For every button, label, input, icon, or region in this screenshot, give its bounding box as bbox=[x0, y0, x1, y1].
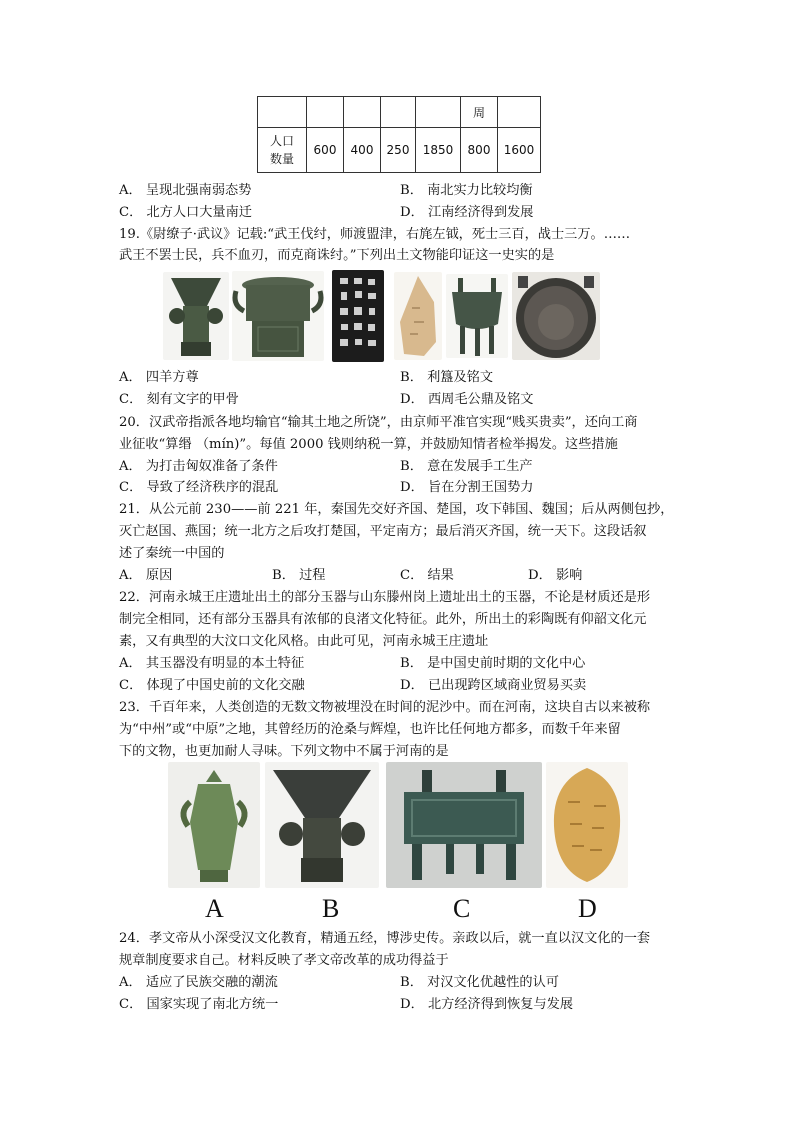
artifact-photo-c-square-ding bbox=[386, 762, 542, 888]
q21-stem-line3: 述了秦统一中国的 bbox=[119, 546, 225, 561]
artifact-photo-oracle-bone bbox=[394, 272, 442, 360]
population-table bbox=[257, 96, 541, 173]
q23-stem-line3: 下的文物，也更加耐人寻味。下列文物中不属于河南的是 bbox=[119, 744, 449, 759]
table-cell: 1850 bbox=[416, 128, 461, 173]
q23-stem-line2: 为“中州”或“中原”之地，其曾经历的沧桑与辉煌，也许比任何地方都多，而数千年来留 bbox=[119, 722, 621, 737]
q22-stem-line2: 制完全相同，还有部分玉器具有浓郁的良渚文化特征。此外，所出土的彩陶既有仰韶文化元 bbox=[119, 612, 647, 627]
table-cell bbox=[258, 97, 307, 128]
q18-option-d[interactable]: D． 江南经济得到发展 bbox=[400, 205, 534, 220]
q21-option-b[interactable]: B． 过程 bbox=[272, 568, 326, 583]
q23-caption-a: A bbox=[205, 894, 224, 923]
q24-option-c[interactable]: C． 国家实现了南北方统一 bbox=[119, 997, 279, 1012]
q21-stem-line2: 灭亡赵国、燕国；统一北方之后攻打楚国，平定南方；最后消灭齐国，统一天下。这段话叙 bbox=[119, 524, 647, 539]
q21-option-d[interactable]: D． 影响 bbox=[528, 568, 583, 583]
table-cell: 800 bbox=[461, 128, 498, 173]
table-cell bbox=[416, 97, 461, 128]
q19-option-a[interactable]: A． 四羊方尊 bbox=[119, 370, 199, 385]
table-cell bbox=[344, 97, 381, 128]
q22-option-d[interactable]: D． 已出现跨区域商业贸易买卖 bbox=[400, 678, 587, 693]
q21-stem-line1: 21．从公元前 230——前 221 年，秦国先交好齐国、楚国，攻下韩国、魏国；后从两侧包抄， bbox=[119, 502, 674, 517]
table-cell: 250 bbox=[381, 128, 416, 173]
q22-option-b[interactable]: B． 是中国史前时期的文化中心 bbox=[400, 656, 586, 671]
q19-option-c[interactable]: C． 刻有文字的甲骨 bbox=[119, 392, 239, 407]
q24-option-a[interactable]: A． 适应了民族交融的潮流 bbox=[119, 975, 278, 990]
q23-caption-d: D bbox=[578, 894, 597, 923]
q22-option-c[interactable]: C． 体现了中国史前的文化交融 bbox=[119, 678, 305, 693]
q20-stem-line1: 20．汉武帝指派各地均输官“输其土地之所饶”，由京师平准官实现“贱买贵卖”，还向工商 bbox=[119, 415, 638, 430]
q24-option-d[interactable]: D． 北方经济得到恢复与发展 bbox=[400, 997, 574, 1012]
q22-option-a[interactable]: A． 其玉器没有明显的本土特征 bbox=[119, 656, 305, 671]
q20-option-d[interactable]: D． 旨在分割王国势力 bbox=[400, 480, 534, 495]
q23-caption-c: C bbox=[453, 894, 471, 923]
table-cell bbox=[498, 97, 541, 128]
q20-option-b[interactable]: B． 意在发展手工生产 bbox=[400, 459, 533, 474]
q24-option-b[interactable]: B． 对汉文化优越性的认可 bbox=[400, 975, 559, 990]
artifact-photo-four-ram-zun bbox=[163, 272, 229, 360]
table-cell: 400 bbox=[344, 128, 381, 173]
artifact-photo-b-four-ram-zun bbox=[265, 762, 379, 888]
q24-stem-line2: 规章制度要求自己。材料反映了孝文帝改革的成功得益于 bbox=[119, 953, 449, 968]
artifact-photo-ding-interior bbox=[512, 272, 600, 360]
q19-option-b[interactable]: B． 利簋及铭文 bbox=[400, 370, 494, 385]
q20-option-c[interactable]: C． 导致了经济秩序的混乱 bbox=[119, 480, 279, 495]
q23-caption-b: B bbox=[322, 894, 340, 923]
table-row bbox=[258, 128, 541, 173]
q19-stem-line1: 19.《尉缭子·武议》记载:“武王伐纣，师渡盟津，右旄左钺，死士三百，战士三万。…… bbox=[119, 227, 631, 242]
q22-stem-line3: 素，又有典型的大汶口文化风格。由此可见，河南永城王庄遗址 bbox=[119, 634, 489, 649]
artifact-photo-li-gui bbox=[232, 271, 324, 361]
table-cell bbox=[307, 97, 344, 128]
artifact-photo-a-bronze-hu bbox=[168, 762, 260, 888]
table-cell: 600 bbox=[307, 128, 344, 173]
q24-stem-line1: 24．孝文帝从小深受汉文化教育，精通五经，博涉史传。亲政以后，就一直以汉文化的一套 bbox=[119, 931, 651, 946]
q18-option-c[interactable]: C． 北方人口大量南迁 bbox=[119, 205, 252, 220]
artifact-photo-maogong-ding bbox=[446, 274, 508, 358]
table-cell bbox=[381, 97, 416, 128]
artifact-photo-d-oracle-bone bbox=[546, 762, 628, 888]
q21-option-a[interactable]: A． 原因 bbox=[119, 568, 173, 583]
q19-stem-line2: 武王不罢士民，兵不血刃，而克商诛纣。”下列出土文物能印证这一史实的是 bbox=[119, 248, 555, 263]
q20-stem-line2: 业征收“算缗 （mín)”。每值 2000 钱则纳税一算，并鼓励知情者检举揭发。这些措施 bbox=[119, 437, 618, 452]
q21-option-c[interactable]: C． 结果 bbox=[400, 568, 454, 583]
table-row bbox=[258, 97, 541, 128]
table-row-label: 人口 数量 bbox=[258, 128, 307, 173]
q22-stem-line1: 22．河南永城王庄遗址出土的部分玉器与山东滕州岗上遗址出土的玉器，不论是材质还是形 bbox=[119, 590, 651, 605]
q18-option-b[interactable]: B． 南北实力比较均衡 bbox=[400, 183, 533, 198]
q18-option-a[interactable]: A． 呈现北强南弱态势 bbox=[119, 183, 252, 198]
table-cell: 1600 bbox=[498, 128, 541, 173]
table-cell: 周 bbox=[461, 97, 498, 128]
artifact-photo-inscription-rubbing bbox=[332, 270, 384, 362]
q20-option-a[interactable]: A． 为打击匈奴准备了条件 bbox=[119, 459, 278, 474]
q23-stem-line1: 23．千百年来，人类创造的无数文物被埋没在时间的泥沙中。而在河南，这块自古以来被称 bbox=[119, 700, 651, 715]
q19-option-d[interactable]: D． 西周毛公鼎及铭文 bbox=[400, 392, 534, 407]
